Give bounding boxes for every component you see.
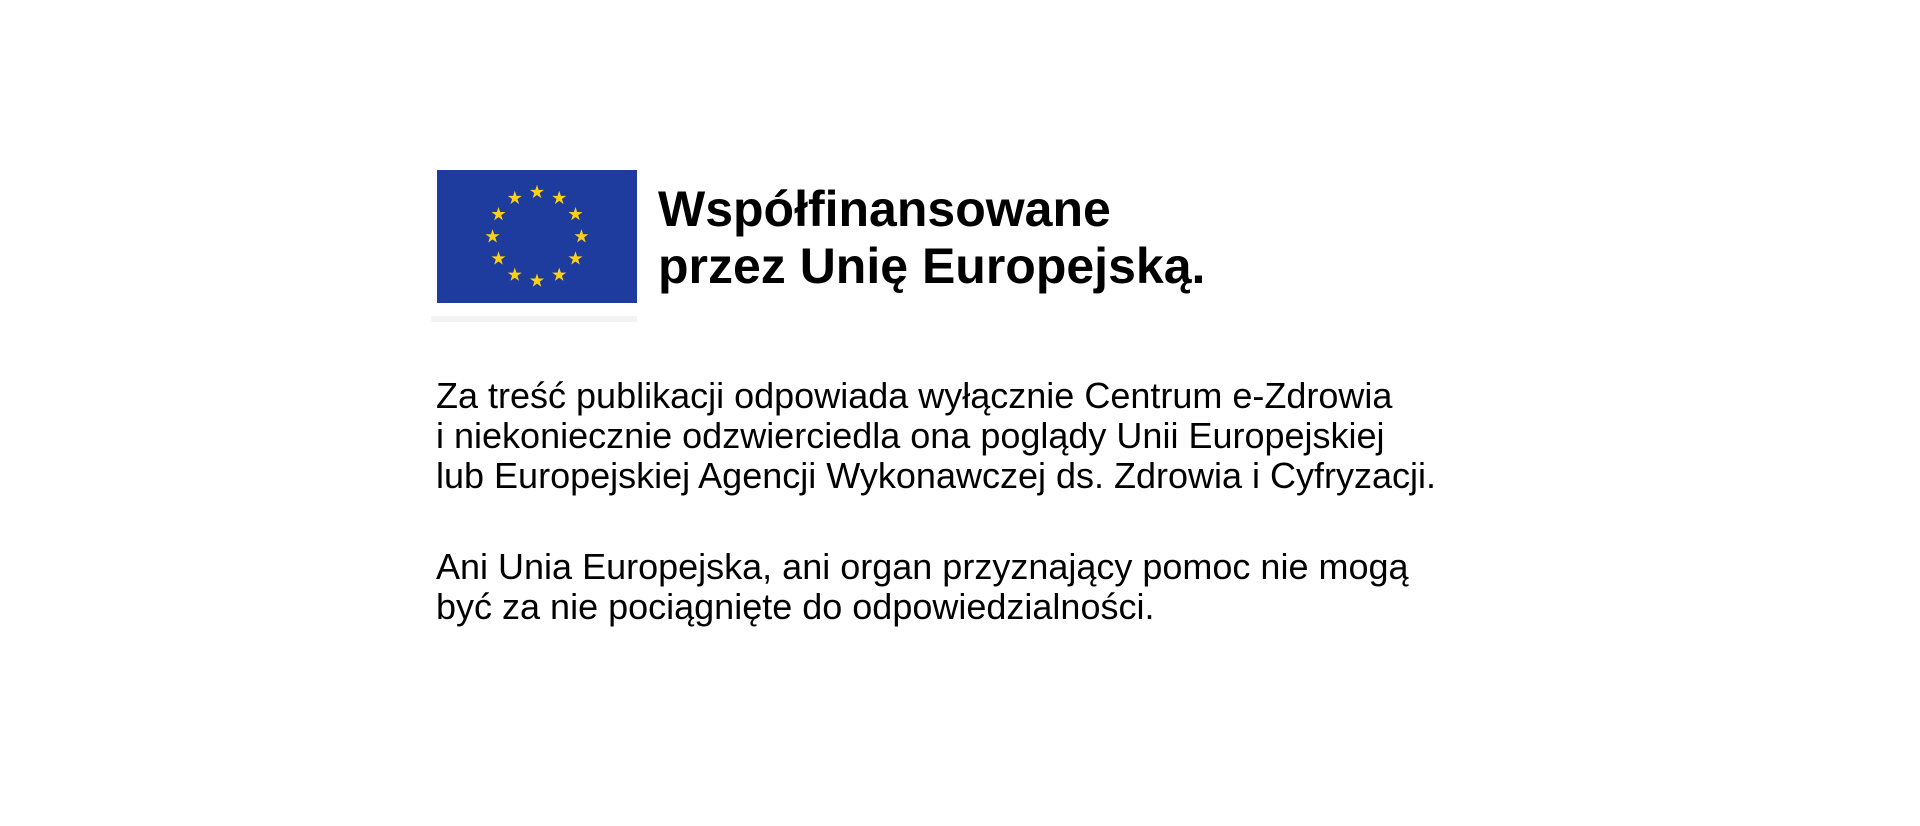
- disclaimer-line: lub Europejskiej Agencji Wykonawczej ds. Zdrowia i Cyfryzacji.: [436, 455, 1437, 496]
- eu-flag-emblem: [437, 170, 637, 303]
- funding-headline-line-2: przez Unię Europejską.: [658, 238, 1206, 294]
- disclaimer-line: i niekoniecznie odzwierciedla ona poglądy Unii Europejskiej: [436, 415, 1385, 456]
- disclaimer-line: być za nie pociągnięte do odpowiedzialności.: [436, 586, 1155, 627]
- disclaimer-line: Za treść publikacji odpowiada wyłącznie Centrum e-Zdrowia: [436, 375, 1393, 416]
- disclaimer-line: Ani Unia Europejska, ani organ przyznający pomoc nie mogą: [436, 546, 1409, 587]
- eu-flag: [437, 170, 637, 303]
- disclaimer-paragraph-liability: [436, 547, 1409, 627]
- disclaimer-paragraph-responsibility: [436, 376, 1436, 496]
- flag-shadow-strip: [431, 316, 637, 322]
- funding-headline-line-1: Współfinansowane: [658, 181, 1111, 237]
- funding-headline: [658, 181, 1205, 295]
